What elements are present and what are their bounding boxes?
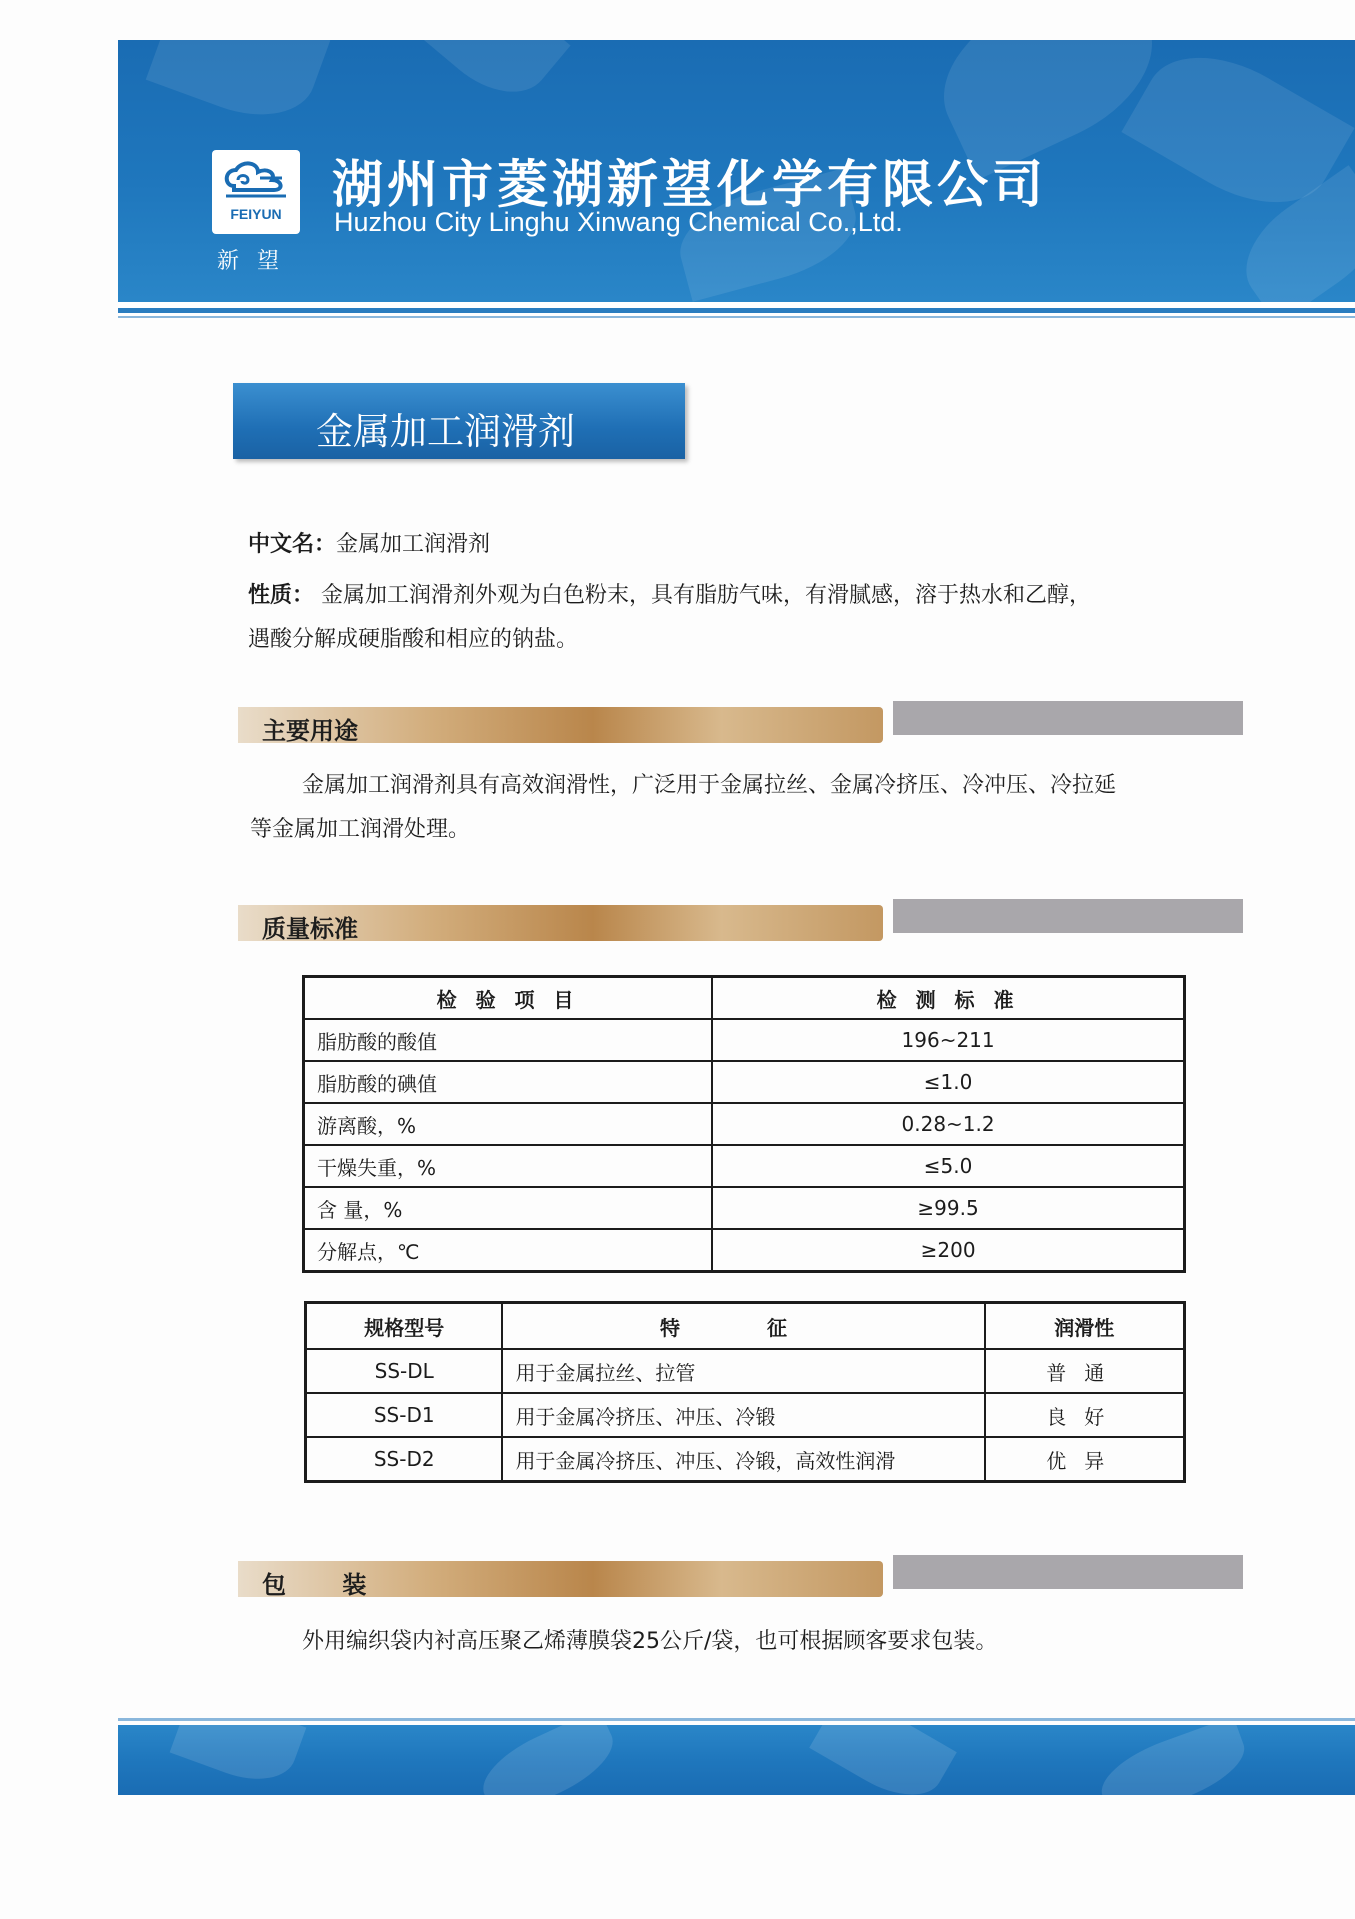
- table-cell-lubricity: 良好: [985, 1393, 1185, 1437]
- table-cell-item: 脂肪酸的酸值: [304, 1019, 713, 1061]
- specification-table: [304, 1301, 1186, 1483]
- column-header-lubricity: 润滑性: [985, 1303, 1185, 1350]
- table-cell-value: ≤5.0: [712, 1145, 1184, 1187]
- table-row: [304, 1061, 1185, 1103]
- table-cell-item: 脂肪酸的碘值: [304, 1061, 713, 1103]
- table-row: [304, 1145, 1185, 1187]
- footer-banner: [118, 1725, 1355, 1795]
- table-cell-value: 196~211: [712, 1019, 1184, 1061]
- company-name-english: Huzhou City Linghu Xinwang Chemical Co.,Ltd.: [334, 207, 903, 237]
- table-row: [304, 1103, 1185, 1145]
- table-cell-model: SS-DL: [306, 1349, 503, 1393]
- table-row: [306, 1393, 1185, 1437]
- table-cell-feature: 用于金属拉丝、拉管: [502, 1349, 984, 1393]
- table-header-row: [306, 1303, 1185, 1350]
- company-logo: [212, 150, 300, 234]
- properties-text-2: 遇酸分解成硬脂酸和相应的钠盐。: [248, 627, 579, 652]
- table-cell-item: 干燥失重，%: [304, 1145, 713, 1187]
- header-divider: [118, 308, 1355, 313]
- company-name-chinese: 湖州市菱湖新望化学有限公司: [332, 156, 1048, 215]
- table-cell-model: SS-D2: [306, 1437, 503, 1482]
- column-header-model: 规格型号: [306, 1303, 503, 1350]
- table-cell-value: ≥200: [712, 1229, 1184, 1272]
- column-header-standard: 检 测 标 准: [712, 977, 1184, 1020]
- table-row: [304, 1187, 1185, 1229]
- quality-heading: 质量标准: [262, 915, 358, 943]
- table-cell-item: 分解点，℃: [304, 1229, 713, 1272]
- logo-wordmark: FEIYUN: [230, 206, 282, 222]
- usage-section-bar: [238, 707, 883, 743]
- usage-text-2: 等金属加工润滑处理。: [250, 817, 471, 842]
- table-cell-feature: 用于金属冷挤压、冲压、冷锻，高效性润滑: [502, 1437, 984, 1482]
- properties-label: 性质：: [248, 583, 315, 608]
- cloud-logo-icon: [220, 156, 292, 200]
- table-cell-item: 游离酸，%: [304, 1103, 713, 1145]
- quality-standard-table: [302, 975, 1186, 1273]
- quality-section-gray-bar: [893, 899, 1243, 933]
- table-cell-item: 含 量，%: [304, 1187, 713, 1229]
- column-header-item: 检 验 项 目: [304, 977, 713, 1020]
- footer-divider: [118, 1718, 1355, 1721]
- table-cell-feature: 用于金属冷挤压、冲压、冷锻: [502, 1393, 984, 1437]
- column-header-feature: 特 征: [502, 1303, 984, 1350]
- header-divider-thin: [118, 316, 1355, 318]
- packaging-text: 外用编织袋内衬高压聚乙烯薄膜袋25公斤/袋，也可根据顾客要求包装。: [302, 1629, 998, 1654]
- properties-text-1: 金属加工润滑剂外观为白色粉末，具有脂肪气味，有滑腻感，溶于热水和乙醇，: [321, 583, 1092, 608]
- table-header-row: [304, 977, 1185, 1020]
- product-title-tab: [233, 383, 685, 459]
- packaging-heading: 包 装: [262, 1571, 391, 1599]
- table-row: [306, 1437, 1185, 1482]
- chinese-name-value: 金属加工润滑剂: [336, 532, 491, 557]
- table-row: [304, 1019, 1185, 1061]
- table-cell-model: SS-D1: [306, 1393, 503, 1437]
- table-cell-value: 0.28~1.2: [712, 1103, 1184, 1145]
- quality-section-bar: [238, 905, 883, 941]
- properties-line-1: [248, 574, 1091, 618]
- logo-chinese-text: 新望: [216, 249, 297, 274]
- chinese-name-line: [248, 527, 490, 558]
- table-row: [304, 1229, 1185, 1272]
- product-title: 金属加工润滑剂: [316, 410, 575, 453]
- table-cell-value: ≥99.5: [712, 1187, 1184, 1229]
- table-cell-lubricity: 普通: [985, 1349, 1185, 1393]
- table-row: [306, 1349, 1185, 1393]
- usage-section-gray-bar: [893, 701, 1243, 735]
- usage-heading: 主要用途: [262, 717, 358, 745]
- usage-text-1: 金属加工润滑剂具有高效润滑性，广泛用于金属拉丝、金属冷挤压、冷冲压、冷拉延: [302, 773, 1117, 798]
- table-cell-lubricity: 优异: [985, 1437, 1185, 1482]
- packaging-section-bar: [238, 1561, 883, 1597]
- packaging-section-gray-bar: [893, 1555, 1243, 1589]
- chinese-name-label: 中文名：: [248, 532, 337, 557]
- table-cell-value: ≤1.0: [712, 1061, 1184, 1103]
